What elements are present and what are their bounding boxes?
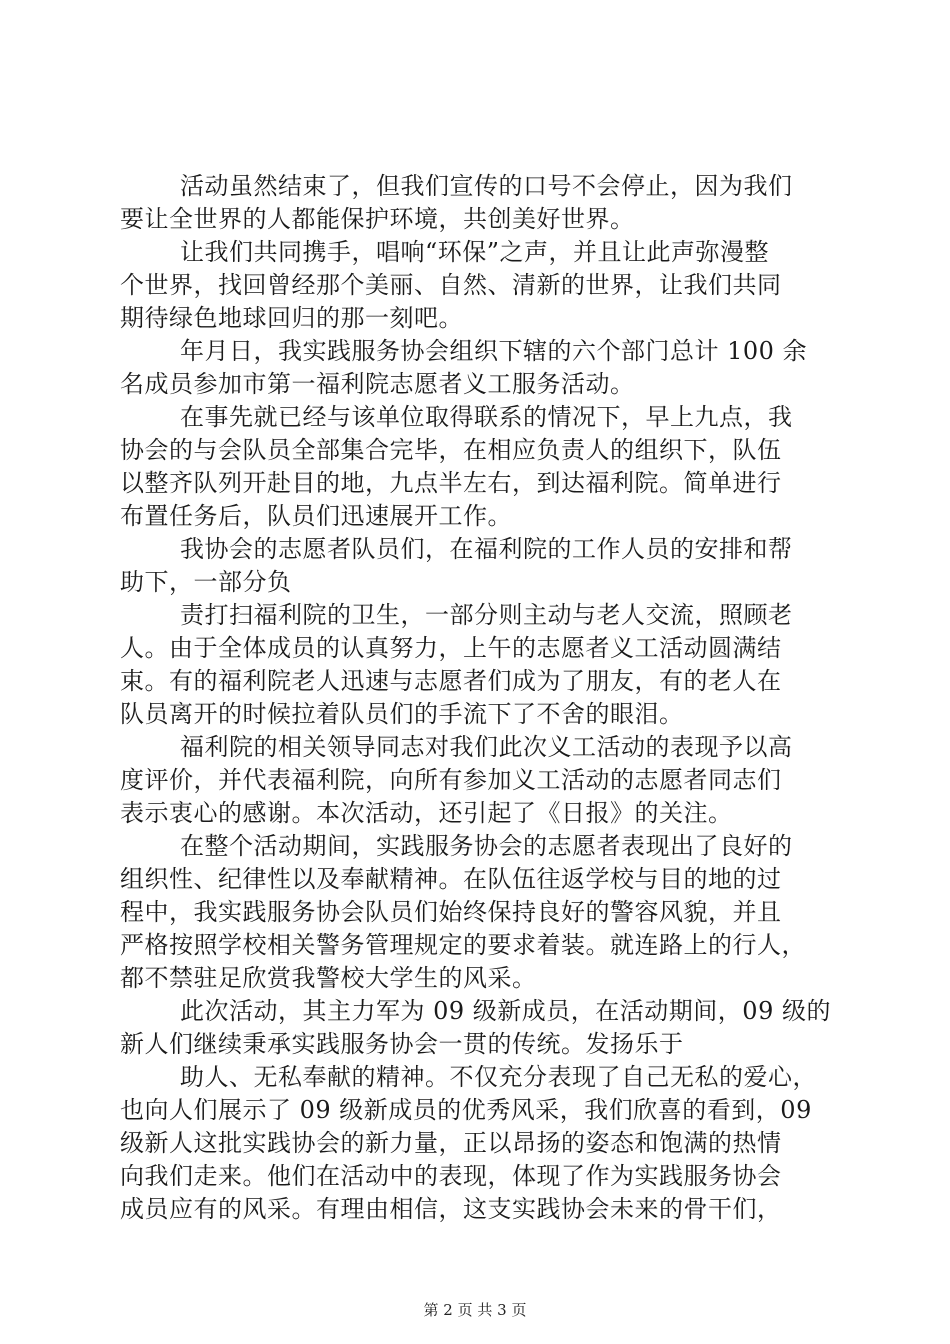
- page-footer: 第 2 页 共 3 页: [423, 1301, 527, 1319]
- text-line: 助下，一部分负: [120, 568, 292, 596]
- text-line: 活动虽然结束了，但我们宣传的口号不会停止，因为我们: [180, 172, 793, 200]
- text-line: 队员离开的时候拉着队员们的手流下了不舍的眼泪。: [120, 700, 684, 728]
- text-line: 助人、无私奉献的精神。不仅充分表现了自己无私的爱心，: [180, 1063, 817, 1091]
- text-line: 布置任务后，队员们迅速展开工作。: [120, 502, 512, 530]
- text-line: 名成员参加市第一福利院志愿者义工服务活动。: [120, 370, 635, 398]
- text-line: 度评价，并代表福利院，向所有参加义工活动的志愿者同志们: [120, 766, 782, 794]
- text-line: 束。有的福利院老人迅速与志愿者们成为了朋友，有的老人在: [120, 667, 782, 695]
- document-body: [120, 170, 840, 1226]
- text-line: 期待绿色地球回归的那一刻吧。: [120, 304, 463, 332]
- text-line: 也向人们展示了 09 级新成员的优秀风采，我们欣喜的看到，09: [120, 1096, 812, 1124]
- text-line: 要让全世界的人都能保护环境，共创美好世界。: [120, 205, 635, 233]
- text-line: 福利院的相关领导同志对我们此次义工活动的表现予以高: [180, 733, 793, 761]
- text-line: 年月日，我实践服务协会组织下辖的六个部门总计 100 余: [180, 337, 808, 365]
- text-line: 以整齐队列开赴目的地，九点半左右，到达福利院。简单进行: [120, 469, 782, 497]
- text-line: 此次活动，其主力军为 09 级新成员，在活动期间，09 级的: [180, 997, 831, 1025]
- text-line: 在事先就已经与该单位取得联系的情况下，早上九点，我: [180, 403, 793, 431]
- text-line: 表示衷心的感谢。本次活动，还引起了《日报》的关注。: [120, 799, 733, 827]
- text-line: 新人们继续秉承实践服务协会一贯的传统。发扬乐于: [120, 1030, 684, 1058]
- text-line: 都不禁驻足欣赏我警校大学生的风采。: [120, 964, 537, 992]
- text-line: 在整个活动期间，实践服务协会的志愿者表现出了良好的: [180, 832, 793, 860]
- text-line: 责打扫福利院的卫生，一部分则主动与老人交流，照顾老: [180, 601, 793, 629]
- text-line: 严格按照学校相关警务管理规定的要求着装。就连路上的行人，: [120, 931, 806, 959]
- text-line: 我协会的志愿者队员们，在福利院的工作人员的安排和帮: [180, 535, 793, 563]
- text-line: 向我们走来。他们在活动中的表现，体现了作为实践服务协会: [120, 1162, 782, 1190]
- text-line: 让我们共同携手，唱响“环保”之声，并且让此声弥漫整: [180, 238, 770, 266]
- text-line: 组织性、纪律性以及奉献精神。在队伍往返学校与目的地的过: [120, 865, 782, 893]
- text-line: 协会的与会队员全部集合完毕，在相应负责人的组织下，队伍: [120, 436, 782, 464]
- text-line: 级新人这批实践协会的新力量，正以昂扬的姿态和饱满的热情: [120, 1129, 782, 1157]
- text-line: 人。由于全体成员的认真努力，上午的志愿者义工活动圆满结: [120, 634, 782, 662]
- text-line: 程中，我实践服务协会队员们始终保持良好的警容风貌，并且: [120, 898, 782, 926]
- text-line: 成员应有的风采。有理由相信，这支实践协会未来的骨干们，: [120, 1195, 782, 1223]
- text-line: 个世界，找回曾经那个美丽、自然、清新的世界，让我们共同: [120, 271, 782, 299]
